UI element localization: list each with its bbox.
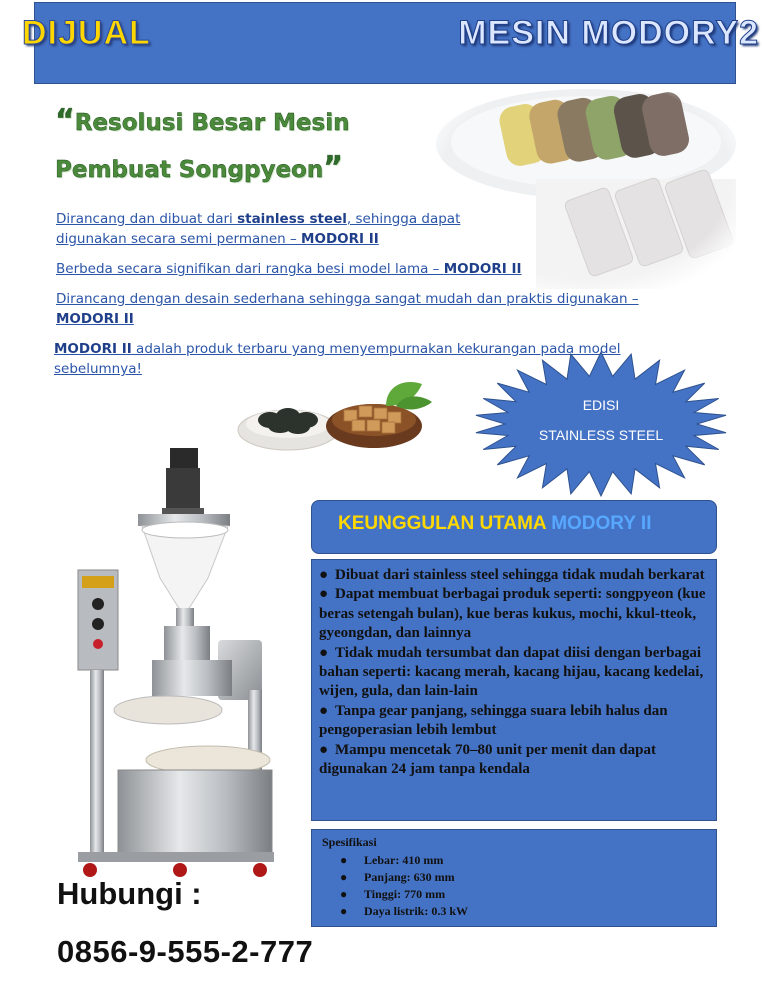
p3-text-a: Dirancang dengan desain sederhana sehingga sangat mudah dan praktis digunakan – [56,291,639,307]
headline-line1 [55,103,349,138]
p4-text-a: MODORI II [54,341,132,357]
features-list [319,566,715,779]
feature-text: Mampu mencetak 70–80 unit per menit dan dapat digunakan 24 jam tanpa kendala [319,741,656,778]
starburst-line1: EDISI [582,397,620,413]
p1-text-d: MODORI II [301,231,379,247]
bullet-icon: ● [319,702,329,719]
headline-line1-text: Resolusi Besar Mesin [74,110,350,136]
feature-item [319,585,715,643]
bullet-icon: ● [319,741,329,758]
p3-text-b: MODORI II [56,311,134,327]
spec-title: Spesifikasi [322,835,377,849]
features-header-part2: MODORY II [551,513,652,534]
desc-paragraph-1 [56,209,476,249]
p1-text-a: Dirancang dan dibuat dari [56,211,238,227]
starburst-line2: STAINLESS STEEL [538,427,664,443]
feature-text: Tanpa gear panjang, sehingga suara lebih halus dan pengoperasian lebih lembut [319,702,668,739]
banner-dijual-text: DIJUAL [22,14,151,52]
feature-text: Tidak mudah tersumbat dan dapat diisi dengan berbagai bahan seperti: kacang merah, kacang hijau, kacang kedelai, wijen, gula, dan lain-lain [319,644,704,700]
spec-item [340,852,468,869]
bullet-icon: ● [319,586,329,603]
open-quote: “ [55,103,75,138]
feature-text: Dapat membuat berbagai produk seperti: songpyeon (kue beras setengah bulan), kue beras kukus, mochi, kkul-tteok, gyeongdan, dan lainnya [319,586,706,642]
contact-phone-number[interactable]: 0856-9-555-2-777 [57,934,314,969]
spec-item [340,903,468,920]
bullet-icon: ● [340,870,348,884]
stainless-edition-starburst [474,351,728,497]
p1-text-b: stainless steel [237,211,347,227]
p2-text-a: Berbeda secara signifikan dari rangka besi model lama – [56,261,444,277]
bullet-icon: ● [319,644,329,661]
spec-text: Lebar: 410 mm [364,853,444,867]
p1-text-c: , sehingga dapat digunakan secara semi permanen – [56,211,461,247]
desc-paragraph-2 [56,259,556,279]
p2-text-b: MODORI II [443,261,522,277]
desc-paragraph-3 [56,289,646,329]
feature-text: Dibuat dari stainless steel sehingga tidak mudah berkarat [335,567,705,583]
spec-text: Daya listrik: 0.3 kW [364,904,469,918]
spec-list [340,852,468,920]
bullet-icon: ● [319,567,329,583]
spec-text: Tinggi: 770 mm [364,887,446,901]
spec-item [340,886,468,903]
feature-item [319,741,715,780]
banner-product-title: MESIN MODORY2 [458,14,759,52]
feature-item [319,702,715,741]
modory-machine-picture [68,440,288,880]
spec-item [340,869,468,886]
feature-item [319,566,715,585]
features-header-part1: KEUNGGULAN UTAMA [338,513,552,534]
features-header-text [338,513,652,535]
headline-line2 [55,150,343,185]
bullet-icon: ● [340,904,348,918]
spec-text: Panjang: 630 mm [364,870,455,884]
headline-line2-text: Pembuat Songpyeon [55,157,324,183]
p4-text-b: adalah produk terbaru yang menyempurnakan kekurangan pada model sebelumnya! [54,341,621,377]
contact-label: Hubungi : [57,876,202,911]
bullet-icon: ● [340,887,348,901]
close-quote: ” [323,150,343,185]
bullet-icon: ● [340,853,348,867]
feature-item [319,644,715,702]
